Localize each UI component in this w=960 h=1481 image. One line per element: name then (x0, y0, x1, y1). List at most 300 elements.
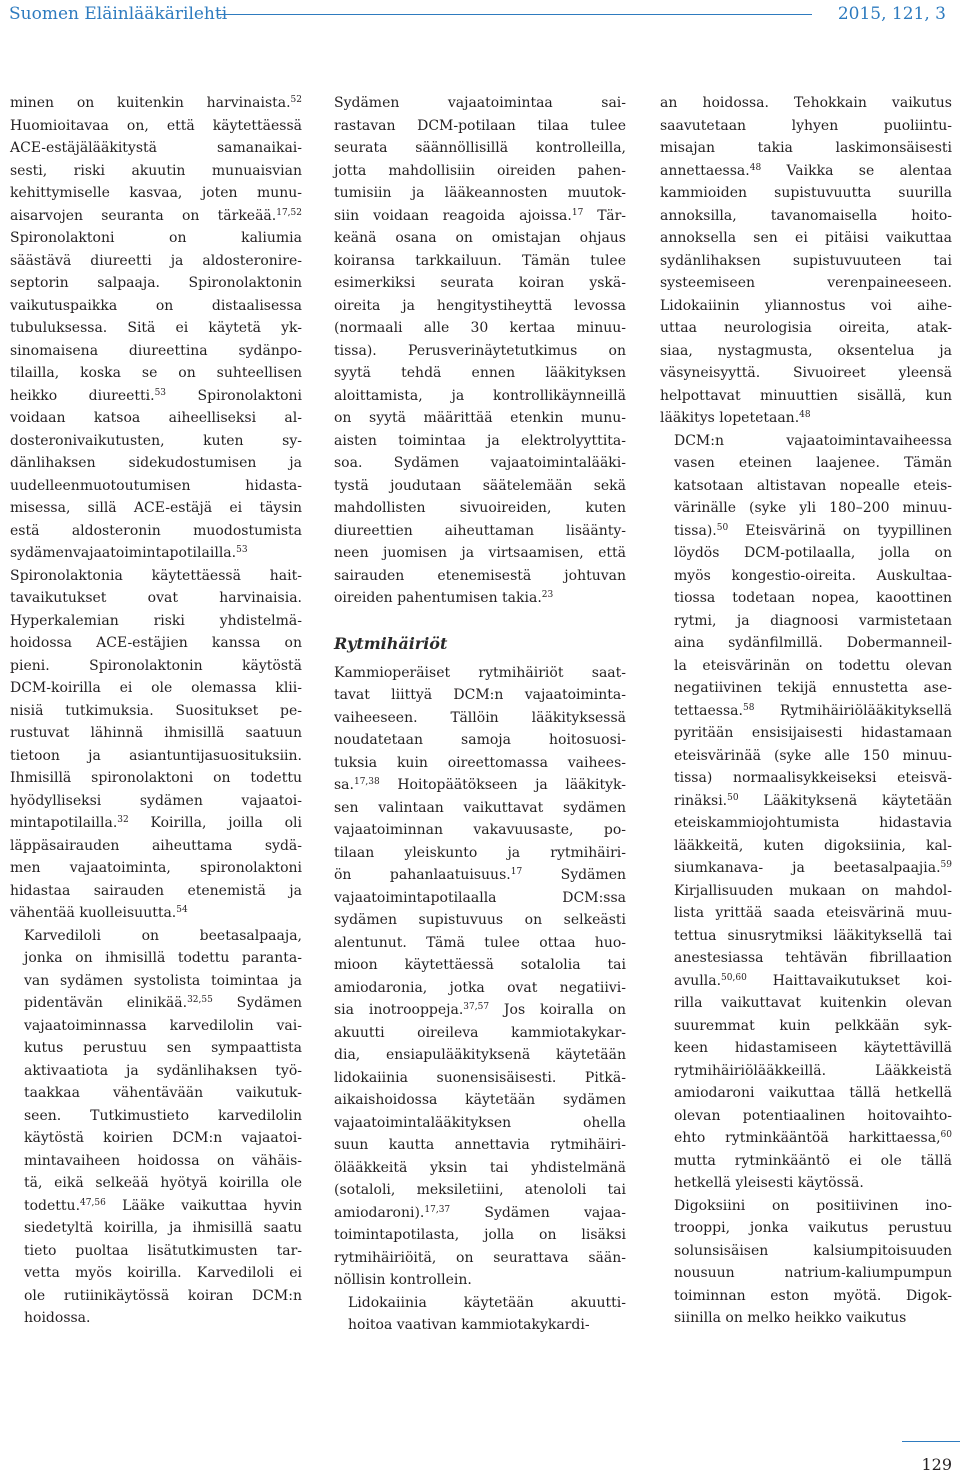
text-line (10, 745, 302, 768)
text-line (660, 430, 952, 453)
line-text: van sydämen systolista toimintaa ja (24, 972, 302, 989)
line-text: oireita ja hengitystiheyttä levossa (334, 297, 626, 314)
line-text: akuutti oireileva kammiotakykar- (334, 1024, 626, 1041)
text-line (334, 92, 626, 115)
text-line (660, 385, 952, 408)
line-text: uttaa neurologisia oireita, atak- (660, 320, 952, 336)
text-line (334, 797, 626, 820)
line-text: nousuun natrium-kaliumpumpun (674, 1265, 952, 1281)
text-line (334, 1067, 626, 1090)
line-text: sydämen supistuvuus on selkeästi (334, 912, 626, 928)
text-line (334, 295, 626, 318)
citation-ref: 53 (154, 387, 167, 398)
line-text: Ihmisillä spironolaktoni on todettu (10, 770, 302, 786)
line-text: tissa) normaalisykkeiseksi eteisvä- (674, 770, 952, 786)
text-line (660, 542, 952, 565)
line-text: ön pahanlaatuisuus. (334, 867, 511, 883)
line-text: solunsisäisen kalsiumpitoisuuden (674, 1242, 952, 1259)
paragraph (660, 92, 952, 430)
text-line (10, 1015, 302, 1038)
line-text: Eteisvärinä on tyypillinen (728, 522, 952, 539)
text-line (660, 1307, 952, 1330)
text-line (334, 729, 626, 752)
text-line (334, 1202, 626, 1225)
line-text: vasen eteinen laajenee. Tämän (674, 455, 952, 471)
text-line (334, 317, 626, 340)
line-text: Rytmihäiriölääkityksellä (754, 702, 952, 719)
text-line (10, 700, 302, 723)
text-line (334, 1112, 626, 1135)
text-line (660, 722, 952, 745)
line-text: annoksilla, tavanomaisella hoito- (660, 207, 952, 224)
line-text: suun kautta annettavia rytmihäiri- (334, 1137, 626, 1153)
text-line (334, 1179, 626, 1202)
line-text: eteiskammiojohtumista hidastavia (674, 815, 952, 831)
text-line (660, 610, 952, 633)
text-line (10, 1105, 302, 1128)
text-line (660, 835, 952, 858)
text-line (10, 902, 302, 925)
line-text: Spironolaktonia käytettäessä hait- (10, 567, 302, 584)
citation-ref: 32,55 (187, 995, 213, 1005)
text-line (660, 947, 952, 970)
text-line (334, 1134, 626, 1157)
line-text: Hyperkalemian riski yhdistelmä- (10, 612, 302, 629)
paragraph (334, 662, 626, 1292)
line-text: tavaikutukset ovat harvinaisia. (10, 590, 302, 606)
line-text: kammioiden supistuvuutta suurilla (660, 185, 952, 201)
col3-body (660, 92, 952, 1330)
text-line (10, 1082, 302, 1105)
line-text: amiodaroni). (334, 1204, 425, 1221)
line-text: Kammioperäiset rytmihäiriöt saat- (334, 664, 626, 681)
line-text: aktivaatiota ja sydänlihaksen työ- (24, 1062, 302, 1079)
line-text: DCM-koirilla ei ole olemassa klii- (10, 680, 302, 696)
citation-ref: 37,57 (463, 1002, 490, 1012)
line-text: hoidossa ACE-estäjien kanssa on (10, 635, 302, 651)
line-text: tystä joudutaan säätelemään sekä (334, 477, 626, 494)
text-line (10, 1060, 302, 1083)
line-text: diureettien aiheuttaman lisäänty- (334, 522, 626, 539)
line-text: (sotaloli, meksiletiini, atenololi tai (334, 1182, 626, 1198)
line-text: lääkkeitä, kuten digoksiinia, kal- (674, 837, 952, 854)
text-line (660, 677, 952, 700)
text-line (334, 520, 626, 543)
line-text: sairauden etenemisestä johtuvan (334, 567, 626, 584)
text-line (334, 160, 626, 183)
text-line (660, 857, 952, 880)
text-line (10, 385, 302, 408)
line-text: dosteronivaikutusten, kuten sy- (10, 432, 302, 449)
journal-title: Suomen Eläinlääkärilehti (9, 4, 228, 24)
text-line (334, 977, 626, 1000)
text-line (334, 182, 626, 205)
line-text: misessa, sillä ACE-estäjä ei täysin (10, 500, 302, 516)
paragraph (660, 1195, 952, 1330)
text-line (660, 902, 952, 925)
text-line (10, 317, 302, 340)
text-line (334, 1314, 626, 1337)
text-line (660, 205, 952, 228)
line-text: tiossa todetaan nopea, kaoottinen (674, 590, 952, 606)
text-line (334, 205, 626, 228)
line-text: värinälle (syke yli 180–200 minuu- (674, 500, 952, 516)
text-line (334, 587, 626, 610)
text-line (334, 1157, 626, 1180)
text-line (10, 632, 302, 655)
line-text: aikaishoidossa käytetään sydämen (334, 1092, 626, 1108)
text-line (660, 1285, 952, 1308)
text-line (660, 272, 952, 295)
text-line (10, 92, 302, 115)
text-line (660, 655, 952, 678)
text-column-1 (10, 92, 302, 1330)
text-line (10, 227, 302, 250)
line-text: Sydämen (522, 867, 626, 883)
line-text: an hoidossa. Tehokkain vaikutus (660, 95, 952, 111)
text-line (660, 452, 952, 475)
text-line (660, 295, 952, 318)
line-text: tä, eikä selkeää hyötyä koirilla ole (24, 1175, 302, 1191)
line-text: amiodaronia, jotka ovat negatiivi- (334, 979, 626, 996)
line-text: Koirilla, joilla oli (128, 815, 302, 831)
text-line (660, 745, 952, 768)
line-text: Lidokaiinia käytetään akuutti- (348, 1294, 626, 1311)
line-text: siedetyltä koirilla, ja ihmisillä saatu (24, 1220, 302, 1236)
line-text: sesti, riski akuutin munuaisvian (10, 162, 302, 179)
line-text: alentunut. Tämä tulee ottaa huo- (334, 934, 626, 951)
text-column-3 (660, 92, 952, 1330)
text-line (334, 475, 626, 498)
line-text: pieni. Spironolaktonin käytöstä (10, 657, 302, 674)
line-text: kutus perustuu sen sympaattista (24, 1040, 302, 1056)
line-text: Vaikka se alentaa (761, 162, 952, 179)
line-text: sa. (334, 777, 354, 793)
line-text: men vajaatoiminta, spironolaktoni (10, 860, 302, 876)
text-line (334, 385, 626, 408)
line-text: dänlihaksen sidekudostumisen ja (10, 455, 302, 471)
line-text: Digoksiini on positiivinen ino- (674, 1197, 952, 1214)
line-text: tubuluksessa. Sitä ei käytetä yk- (10, 320, 302, 336)
citation-ref: 54 (176, 905, 188, 915)
line-text: Spironolaktoni (166, 387, 302, 404)
issue-info: 2015, 121, 3 (837, 4, 946, 24)
text-line (660, 1217, 952, 1240)
text-line (660, 1127, 952, 1150)
line-text: aloittamista, ja kontrollikäynneillä (334, 387, 626, 404)
text-line (660, 92, 952, 115)
line-text: rytmihäiriöitä, on seurattava sään- (334, 1249, 626, 1266)
text-line (334, 932, 626, 955)
text-line (334, 340, 626, 363)
text-line (334, 864, 626, 887)
paragraph (334, 1292, 626, 1337)
line-text: sia inotrooppeja. (334, 1002, 464, 1018)
text-line (660, 1172, 952, 1195)
citation-ref: 50 (716, 522, 729, 533)
text-line (660, 340, 952, 363)
line-text: mintapotilailla. (10, 815, 118, 831)
citation-ref: 60 (940, 1130, 952, 1140)
text-line (660, 1240, 952, 1263)
line-text: tietoon ja asiantuntijasuosituksiin. (10, 747, 302, 764)
text-line (10, 1150, 302, 1173)
line-text: misajan takia laskimonsäisesti (660, 140, 952, 156)
text-line (334, 1269, 626, 1292)
text-line (10, 1195, 302, 1218)
line-text: esimerkiksi seurata koiran yskä- (334, 275, 626, 291)
line-text: vaiheeseen. Tällöin lääkityksessä (334, 709, 626, 726)
line-text: Huomioitavaa on, että käytettäessä (10, 117, 302, 134)
text-line (10, 407, 302, 430)
line-text: Tär- (583, 207, 626, 224)
text-line (334, 497, 626, 520)
line-text: negatiivinen tekijä ennustetta ase- (674, 680, 952, 696)
line-text: oireiden pahentumisen takia. (334, 590, 542, 606)
text-line (10, 880, 302, 903)
line-text: lista yrittää saada eteisvärinä muu- (674, 905, 952, 921)
text-line (10, 790, 302, 813)
text-line (660, 632, 952, 655)
line-text: vaikutuspaikka on distaalisessa (10, 297, 302, 314)
text-line (334, 407, 626, 430)
text-line (660, 1262, 952, 1285)
line-text: nöllisin kontrollein. (334, 1272, 472, 1288)
line-text: taakkaa vähentävään vaikutuk- (24, 1085, 302, 1101)
line-text: tavat liittyä DCM:n vajaatoiminta- (334, 687, 626, 703)
line-text: lääkitys lopetetaan. (660, 410, 800, 426)
text-line (334, 662, 626, 685)
text-line (10, 475, 302, 498)
text-line (660, 1150, 952, 1173)
line-text: rustuvat lähinnä ihmisillä saatuun (10, 725, 302, 741)
line-text: vajaatoimintapotilaalla DCM:ssa (334, 889, 626, 906)
text-line (334, 115, 626, 138)
line-text: hetkellä yleisesti käytössä. (674, 1175, 864, 1191)
text-line (334, 819, 626, 842)
line-text: sydänlihaksen supistuvuuteen tai (660, 252, 952, 269)
line-text: jotta mahdollisiin oireiden pahen- (334, 162, 626, 179)
line-text: siin voidaan reagoida ajoissa. (334, 207, 572, 224)
citation-ref: 52 (290, 95, 302, 105)
text-line (10, 250, 302, 273)
line-text: tissa). Perusverinäytetutkimus on (334, 342, 626, 359)
text-line (10, 655, 302, 678)
text-line (10, 565, 302, 588)
line-text: uudelleenmuotoutumisen hidasta- (10, 477, 302, 494)
text-line (660, 812, 952, 835)
text-line (334, 272, 626, 295)
line-text: hidastaa sairauden etenemistä ja (10, 882, 302, 899)
text-line (660, 362, 952, 385)
line-text: eteisvärinää (syke alle 150 minuu- (674, 747, 952, 764)
text-line (10, 925, 302, 948)
col2-body-top (334, 92, 626, 610)
text-line (334, 362, 626, 385)
line-text: avulla. (674, 972, 722, 989)
line-text: katsotaan altistavan nopealle eteis- (674, 477, 952, 494)
text-line (10, 272, 302, 295)
text-line (334, 1022, 626, 1045)
col1-body (10, 92, 302, 1330)
line-text: tumisiin ja lääkeannosten muutok- (334, 185, 626, 201)
text-line (334, 752, 626, 775)
line-text: heikko diureetti. (10, 387, 155, 404)
text-line (10, 452, 302, 475)
text-line (10, 362, 302, 385)
line-text: tuksia kuin oireettomassa vaihees- (334, 754, 626, 771)
line-text: jonka on ihmisillä todettu paranta- (24, 950, 302, 966)
text-line (334, 707, 626, 730)
line-text: vajaatoiminnan vakavuusaste, po- (334, 822, 626, 838)
line-text: hoitoa vaativan kammiotakykardi- (348, 1317, 590, 1333)
citation-ref: 17,52 (276, 207, 302, 218)
text-line (10, 677, 302, 700)
text-line (334, 137, 626, 160)
text-line (10, 182, 302, 205)
line-text: soa. Sydämen vajaatoimintalääki- (334, 455, 626, 471)
line-text: vetta myös koirilla. Karvediloli ei (24, 1265, 302, 1281)
text-line (10, 1262, 302, 1285)
line-text: estä aldosteronin muodostumista (10, 522, 302, 539)
paragraph (660, 430, 952, 1195)
text-line (334, 1292, 626, 1315)
text-line (660, 1037, 952, 1060)
citation-ref: 50,60 (721, 972, 747, 983)
text-line (660, 1105, 952, 1128)
text-line (10, 1172, 302, 1195)
line-text: sydämenvajaatoimintapotilailla. (10, 545, 237, 561)
text-line (660, 1195, 952, 1218)
line-text: siumkanava- ja beetasalpaajia. (674, 860, 941, 876)
text-line (660, 767, 952, 790)
line-text: siaa, nystagmusta, oksentelua ja (660, 342, 952, 359)
line-text: Sydämen (212, 995, 302, 1011)
line-text: sinomaisena diureettina sydänpo- (10, 342, 302, 359)
line-text: sen valintaan vaikuttavat sydämen (334, 799, 626, 816)
text-line (334, 565, 626, 588)
line-text: todettu. (24, 1197, 81, 1214)
line-text: septorin salpaaja. Spironolaktonin (10, 275, 302, 291)
text-line (660, 1082, 952, 1105)
line-text: hoidossa. (24, 1310, 91, 1326)
line-text: tieto puoltaa lisätutkimusten tar- (24, 1242, 302, 1259)
line-text: keänä osana on omistajan ohjaus (334, 230, 626, 246)
line-text: la eteisvärinän on todettu olevan (674, 657, 952, 674)
text-line (334, 227, 626, 250)
text-line (660, 250, 952, 273)
text-line (660, 137, 952, 160)
line-text: Sydämen vajaa- (450, 1204, 626, 1221)
text-line (660, 880, 952, 903)
running-header (0, 0, 960, 30)
line-text: mahdollisten sivuoireiden, kuten (334, 500, 626, 516)
citation-ref: 17,37 (424, 1204, 451, 1215)
text-line (334, 542, 626, 565)
text-line (660, 565, 952, 588)
line-text: rilla vaikuttavat kuitenkin olevan (674, 995, 952, 1011)
text-line (660, 182, 952, 205)
text-line (660, 317, 952, 340)
line-text: Kirjallisuuden mukaan on mahdol- (674, 882, 952, 899)
text-line (10, 160, 302, 183)
text-line (10, 947, 302, 970)
page-number: 129 (921, 1455, 952, 1474)
text-line (10, 992, 302, 1015)
citation-ref: 17 (571, 207, 584, 218)
line-text: hyödylliseksi sydämen vajaatoi- (10, 792, 302, 809)
line-text: Jos koiralla on (489, 1002, 626, 1018)
line-text: tettaessa. (674, 702, 743, 719)
citation-ref: 59 (940, 860, 952, 870)
line-text: toimintapotilasta, jolla on lisäksi (334, 1227, 626, 1243)
citation-ref: 32 (117, 815, 129, 825)
line-text: tilailla, koska se on suhteellisen (10, 365, 302, 381)
text-line (660, 970, 952, 993)
text-line (10, 857, 302, 880)
line-text: vajaatoimintalääkityksen ohella (334, 1114, 626, 1131)
text-line (660, 587, 952, 610)
line-text: Lääkityksenä käytetään (738, 792, 952, 809)
line-text: DCM:n vajaatoimintavaiheessa (674, 432, 952, 449)
line-text: koiransa tarkkailuun. Tämän tulee (334, 252, 626, 269)
text-line (10, 587, 302, 610)
text-line (10, 970, 302, 993)
line-text: siinilla on melko heikko vaikutus (674, 1310, 907, 1326)
line-text: Lääke vaikuttaa hyvin (105, 1197, 302, 1214)
text-line (660, 520, 952, 543)
header-rule (218, 14, 812, 15)
text-line (334, 887, 626, 910)
text-line (660, 700, 952, 723)
line-text: nisiä tutkimuksia. Suositukset pe- (10, 702, 302, 719)
text-line (660, 475, 952, 498)
line-text: trooppi, jonka vaikutus perustuu (674, 1220, 952, 1236)
line-text: ole rutiinikäytössä koiran DCM:n (24, 1287, 302, 1304)
page-footer (0, 1441, 960, 1481)
line-text: tettua sinusrytmiksi lääkityksellä tai (674, 927, 952, 944)
paragraph (10, 92, 302, 925)
text-line (10, 1037, 302, 1060)
line-text: löydös DCM-potilaalla, jolla on (674, 545, 952, 561)
line-text: lidokaiinia suonensisäisesti. Pitkä- (334, 1069, 626, 1086)
line-text: seurata säännöllisillä kontrolleilla, (334, 140, 626, 156)
citation-ref: 23 (541, 590, 554, 600)
citation-ref: 53 (236, 545, 248, 555)
line-text: tissa). (674, 522, 717, 539)
line-text: pyritään ensisijaisesti hidastamaan (674, 725, 952, 741)
line-text: vähentää kuolleisuutta. (10, 905, 177, 921)
line-text: ölääkkeitä yksin tai yhdistelmänä (334, 1159, 626, 1176)
line-text: syytä tehdä ennen lääkityksen (334, 365, 626, 381)
citation-ref: 17,38 (353, 777, 380, 787)
line-text: saavutetaan lyhyen puoliintu- (660, 117, 952, 134)
text-line (10, 520, 302, 543)
line-text: voidaan katsoa aiheelliseksi al- (10, 410, 302, 426)
line-text: mutta rytminkääntö ei ole tällä (674, 1152, 952, 1169)
citation-ref: 17 (510, 867, 523, 877)
line-text: Haittavaikutukset koi- (746, 972, 952, 989)
citation-ref: 47,56 (80, 1197, 106, 1208)
text-line (334, 1247, 626, 1270)
text-line (660, 992, 952, 1015)
line-text: rastavan DCM-potilaan tilaa tulee (334, 117, 626, 134)
text-line (660, 115, 952, 138)
paragraph (334, 92, 626, 610)
text-line (10, 340, 302, 363)
line-text: Hoitopäätökseen ja lääkityk- (379, 777, 626, 793)
line-text: (normaali alle 30 kertaa minuu- (334, 320, 626, 336)
